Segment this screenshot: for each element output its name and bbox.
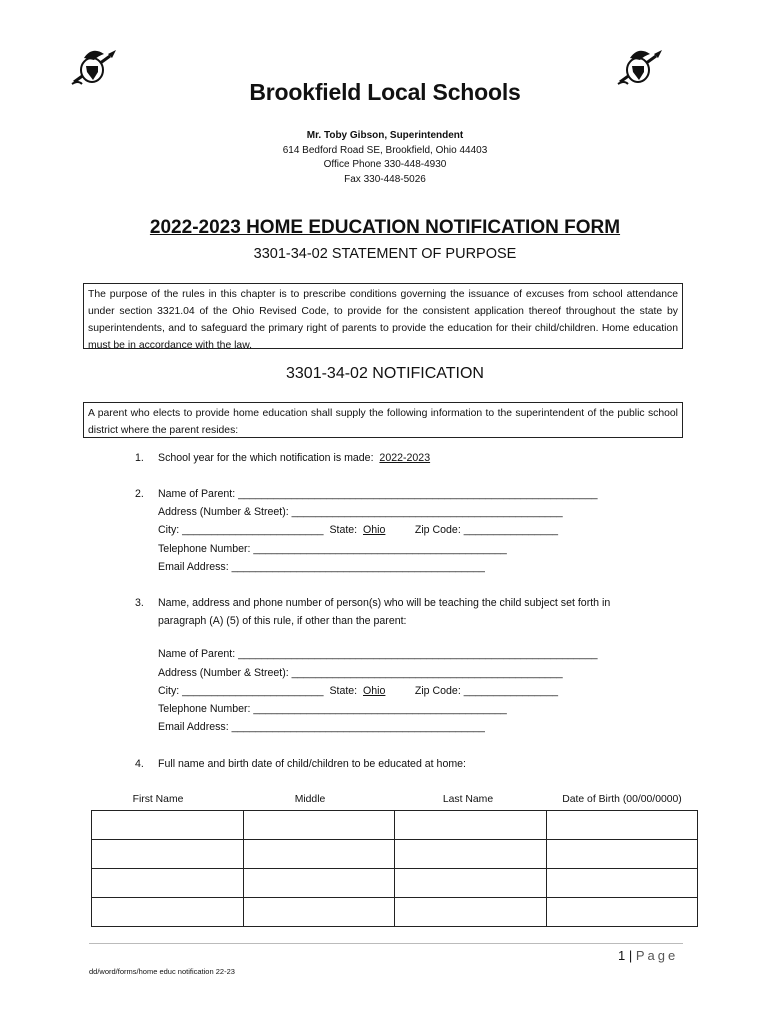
parent-zip-field[interactable]: Zip Code: ________________	[414, 524, 558, 537]
parent-email-field[interactable]: Email Address: ___________________________________________	[158, 560, 485, 573]
purpose-text: The purpose of the rules in this chapter is to prescribe conditions governing the issuance of excuses from school attendance under section 3321.04 of the Ohio Revised Code, to provide for the consistent application thereof throughout the state by superintendents, and to safeguard the primary right of parents to provide the education for their child/children. Home education must be in accordance with the law.	[83, 283, 683, 349]
last-name-cell[interactable]	[395, 898, 547, 927]
page-separator: |	[628, 948, 633, 963]
column-header-last-name: Last Name	[442, 794, 494, 805]
last-name-cell[interactable]	[395, 869, 547, 898]
superintendent: Mr. Toby Gibson, Superintendent	[306, 130, 464, 141]
footer-path: dd/word/forms/home educ notification 22-23	[89, 967, 235, 976]
teacher-instructions-line2: paragraph (A) (5) of this rule, if other than the parent:	[158, 615, 407, 628]
school-year-label: School year for the which notification is made:	[158, 452, 374, 464]
table-row	[92, 898, 698, 927]
parent-name-field[interactable]: Name of Parent: _____________________________________________________________	[158, 488, 598, 500]
first-name-cell[interactable]	[92, 898, 244, 927]
teacher-email-field[interactable]: Email Address: ___________________________________________	[158, 721, 485, 734]
item-number: 2.	[135, 488, 144, 500]
letterhead	[0, 129, 770, 187]
first-name-cell[interactable]	[92, 869, 244, 898]
form-title: 2022-2023 HOME EDUCATION NOTIFICATION FORM	[149, 217, 621, 238]
teacher-name-field[interactable]: Name of Parent: _____________________________________________________________	[158, 648, 598, 661]
birth-date-cell[interactable]	[546, 898, 698, 927]
item-number: 3.	[135, 597, 144, 609]
item-number: 1.	[135, 452, 144, 464]
state-label: State:	[329, 524, 358, 537]
parent-address-field[interactable]: Address (Number & Street): ______________________________________________	[158, 506, 563, 519]
middle-name-cell[interactable]	[243, 898, 395, 927]
first-name-cell[interactable]	[92, 811, 244, 840]
school-year-value[interactable]: 2022-2023	[379, 452, 431, 464]
middle-name-cell[interactable]	[243, 840, 395, 869]
page-number-value: 1	[618, 948, 626, 963]
parent-city-field[interactable]: City: ________________________	[158, 524, 324, 537]
teacher-address-field[interactable]: Address (Number & Street): ______________________________________________	[158, 666, 563, 679]
teacher-state-field[interactable]: Ohio	[363, 684, 386, 697]
table-row	[92, 840, 698, 869]
first-name-cell[interactable]	[92, 840, 244, 869]
teacher-instructions-line1: Name, address and phone number of person(s) who will be teaching the child subject set forth in	[158, 597, 611, 609]
state-label: State:	[329, 684, 358, 697]
office-phone: Office Phone 330-448-4930	[323, 159, 447, 170]
teacher-zip-field[interactable]: Zip Code: ________________	[414, 684, 558, 697]
column-header-middle: Middle	[294, 794, 326, 805]
birth-date-cell[interactable]	[546, 840, 698, 869]
last-name-cell[interactable]	[395, 811, 547, 840]
table-row	[92, 811, 698, 840]
table-row	[92, 869, 698, 898]
teacher-city-field[interactable]: City: ________________________	[158, 684, 324, 697]
children-table	[91, 810, 698, 927]
parent-phone-field[interactable]: Telephone Number: ___________________________________________	[158, 542, 507, 555]
page-number	[618, 948, 678, 963]
birth-date-cell[interactable]	[546, 811, 698, 840]
item-school-year	[158, 449, 430, 467]
notification-text: A parent who elects to provide home education shall supply the following information to the superintendent of the public school district where the parent resides:	[83, 402, 683, 438]
purpose-heading: 3301-34-02 STATEMENT OF PURPOSE	[253, 246, 517, 262]
fax: Fax 330-448-5026	[344, 173, 426, 185]
parent-state-field[interactable]: Ohio	[363, 524, 386, 537]
item-parent-info	[158, 485, 597, 576]
middle-name-cell[interactable]	[243, 811, 395, 840]
column-header-date-of-birth: Date of Birth (00/00/0000)	[562, 794, 682, 805]
item-number: 4.	[135, 758, 144, 770]
footer-divider	[89, 943, 683, 944]
page-label: Page	[635, 948, 679, 963]
last-name-cell[interactable]	[395, 840, 547, 869]
school-name: Brookfield Local Schools	[249, 79, 521, 105]
notification-heading: 3301-34-02 NOTIFICATION	[286, 365, 484, 382]
children-label: Full name and birth date of child/children to be educated at home:	[158, 758, 466, 770]
address: 614 Bedford Road SE, Brookfield, Ohio 44403	[282, 144, 488, 156]
item-teacher-info	[158, 594, 610, 736]
teacher-phone-field[interactable]: Telephone Number: ___________________________________________	[158, 703, 507, 716]
column-header-first-name: First Name	[132, 794, 184, 805]
item-children-label	[158, 755, 466, 773]
birth-date-cell[interactable]	[546, 869, 698, 898]
middle-name-cell[interactable]	[243, 869, 395, 898]
